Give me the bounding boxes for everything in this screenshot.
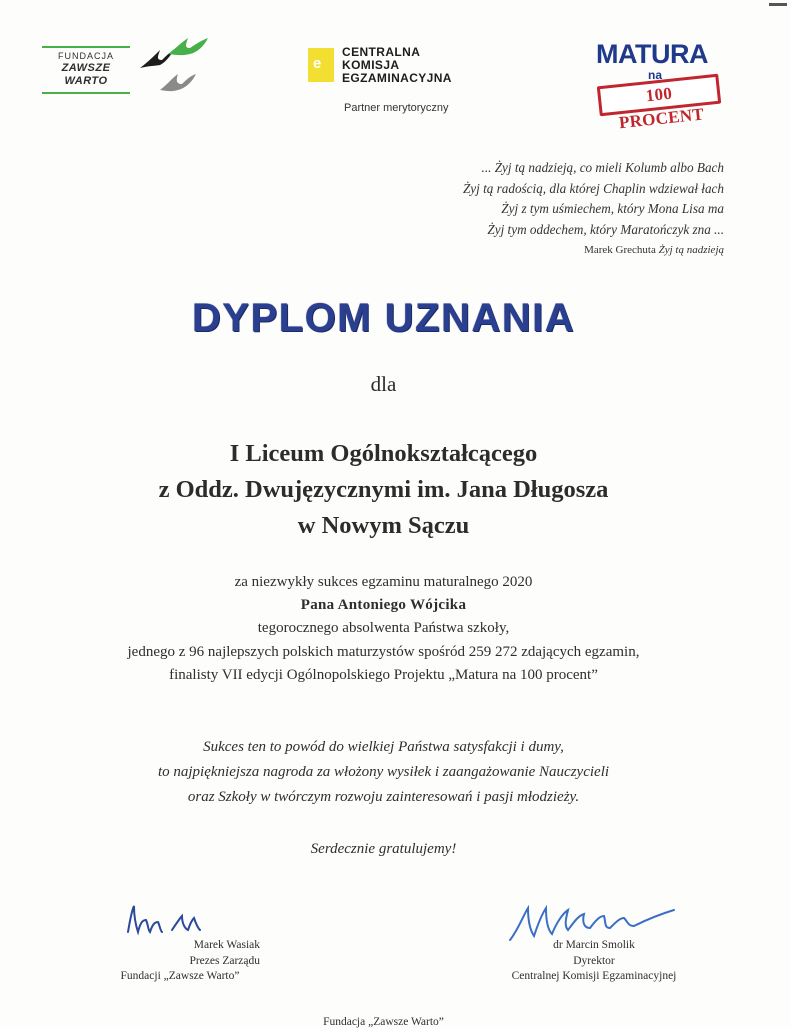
signatory-org: Fundacji „Zawsze Warto” (120, 970, 240, 982)
cke-name (342, 46, 452, 85)
cke-name-line3: EGZAMINACYJNA (342, 71, 452, 85)
signatory-right (494, 938, 694, 985)
poem-line: ... Żyj tą nadzieją, co mieli Kolumb albo Bach (481, 160, 724, 175)
signatory-name: dr Marcin Smolik (553, 939, 635, 951)
closing-line: Sukces ten to powód do wielkiej Państwa satysfakcji i dumy, (203, 739, 564, 755)
signatory-left (100, 938, 260, 985)
grey-swallow-icon (160, 74, 196, 91)
handwritten-signature-icon (124, 902, 224, 942)
signatory-name: Marek Wasiak (193, 939, 260, 951)
poem-attribution (284, 240, 724, 261)
cke-mark-icon: e (308, 48, 334, 82)
poem-quote (284, 158, 724, 261)
poem-line: Żyj tym oddechem, który Maratończyk zna ... (487, 221, 724, 237)
zawsze-warto-label: ZAWSZE WARTO (61, 62, 111, 87)
award-reason (0, 571, 767, 687)
stamp-badge (597, 74, 721, 133)
fundacja-zawsze-warto-logo (42, 38, 202, 98)
poem-line: Żyj z tym uśmiechem, który Mona Lisa ma (501, 201, 724, 216)
reason-line: tegorocznego absolwenta Państwa szkoły, (257, 620, 510, 637)
reason-line: finalisty VII edycji Ogólnopolskiego Projektu „Matura na 100 procent” (169, 666, 598, 683)
logo-rule-bottom (42, 92, 130, 94)
green-swallow-icon (168, 38, 208, 55)
scan-corner-mark (769, 3, 787, 6)
school-name-line: I Liceum Ogólnokształcącego (229, 440, 538, 467)
fundacja-logo-text (42, 46, 130, 94)
swallows-icon (138, 38, 208, 98)
poem-line: Żyj tą radością, dla której Chaplin wdziewał łach (462, 180, 724, 196)
closing-line: to najpiękniejsza nagroda za włożony wysiłek i zaangażowanie Nauczycieli (157, 764, 610, 780)
cke-name-line1: CENTRALNA (342, 45, 421, 59)
matura-title: MATURA (596, 39, 708, 69)
reason-line: za niezwykły sukces egzaminu maturalnego 2020 (234, 574, 533, 590)
black-swallow-icon (140, 50, 174, 68)
stamp-text: 100 PROCENT (618, 83, 705, 133)
fundacja-label: FUNDACJA (57, 51, 114, 61)
student-name: Pana Antoniego Wójcika (300, 597, 467, 614)
poem-author: Marek Grechuta (584, 244, 656, 256)
footer-text: Fundacja „Zawsze Warto” (323, 1016, 444, 1028)
signatory-role: Prezes Zarządu (189, 954, 260, 967)
cke-name-line2: KOMISJA (342, 58, 400, 72)
congratulations: Serdecznie gratulujemy! (310, 841, 457, 857)
poem-work-title: Żyj tą nadzieją (658, 244, 724, 256)
closing-paragraph (0, 735, 767, 810)
school-name-line: z Oddz. Dwujęzycznymi im. Jana Długosza (158, 476, 609, 503)
signatory-org: Centralnej Komisji Egzaminacyjnej (511, 970, 677, 982)
matura-na-100-procent-logo (594, 39, 734, 133)
matura-na: na (648, 68, 663, 82)
school-name (0, 436, 767, 544)
diploma-title: DYPLOM UZNANIA (191, 296, 576, 340)
cke-logo (308, 46, 488, 116)
reason-line: jednego z 96 najlepszych polskich maturzystów spośród 259 272 zdających egzamin, (127, 643, 640, 660)
partner-label: Partner merytoryczny (344, 102, 449, 114)
school-name-line: w Nowym Sączu (297, 512, 470, 539)
closing-line: oraz Szkoły w twórczym rozwoju zainteresowań i pasji młodzieży. (187, 789, 580, 805)
for-label: dla (370, 372, 397, 396)
signatory-role: Dyrektor (573, 954, 615, 967)
logo-rule-top (42, 46, 130, 48)
